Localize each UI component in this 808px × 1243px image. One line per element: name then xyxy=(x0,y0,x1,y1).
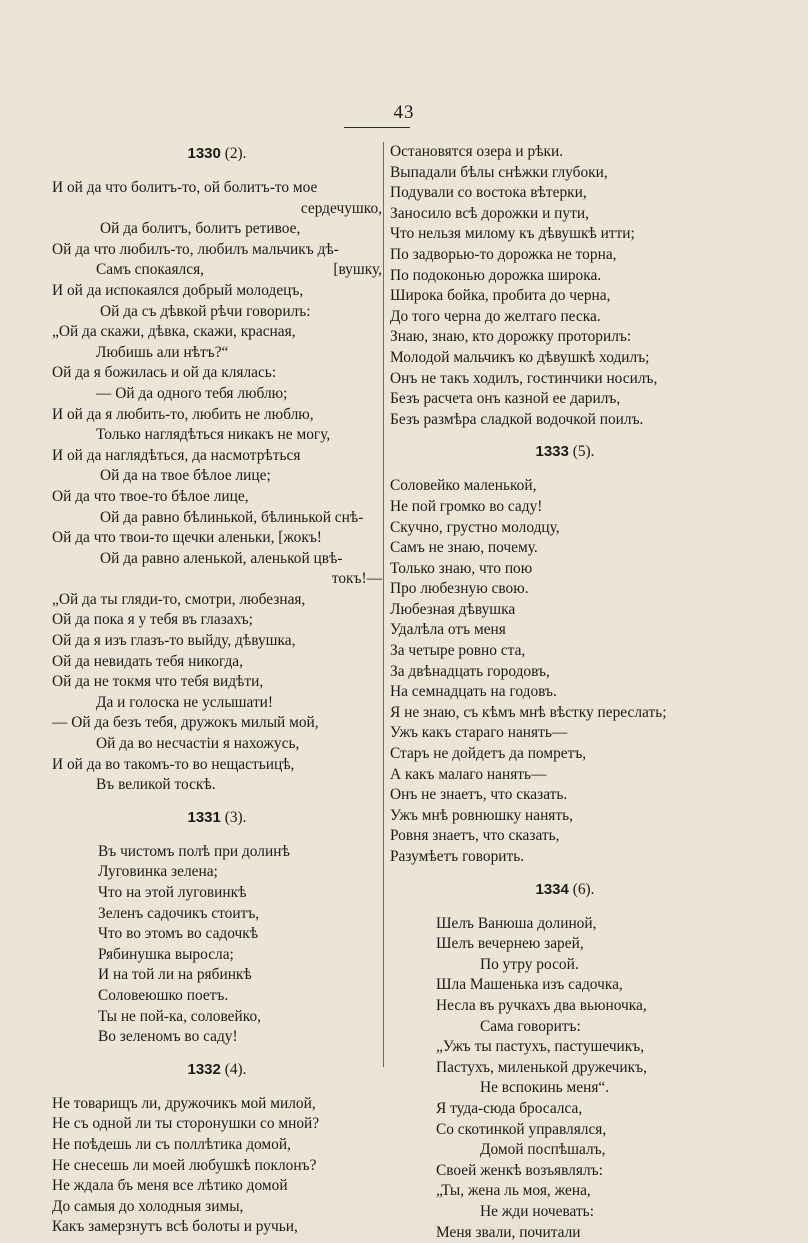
verse-line: Со скотинкой управлялся, xyxy=(436,1120,740,1141)
verse-line: Ужъ мнѣ ровнюшку нанять, xyxy=(390,806,740,827)
verse-line: Пастухъ, миленькой дружечикъ, xyxy=(436,1058,740,1079)
verse-line: На семнадцать на годовъ. xyxy=(390,682,740,703)
verse-line: Ой да невидать тебя никогда, xyxy=(52,652,382,673)
verse-line: Только наглядѣться никакъ не могу, xyxy=(52,425,382,446)
verse-line: Шелъ Ванюша долиной, xyxy=(436,914,740,935)
verse-line: Не товарищъ ли, дружочикъ мой милой, xyxy=(52,1094,382,1115)
verse-line: И ой да испокаялся добрый молодецъ, xyxy=(52,281,382,302)
verse-fragment: [вушку, xyxy=(333,260,382,281)
verse-fragment: Самъ спокаялся, xyxy=(96,260,204,281)
verse-line: До самыя до холодныя зимы, xyxy=(52,1197,382,1218)
verse-line: Не вспокинь меня“. xyxy=(436,1078,740,1099)
verse-line: Остановятся озера и рѣки. xyxy=(390,142,740,163)
verse-line: Домой поспѣшалъ, xyxy=(436,1140,740,1161)
verse-line: Ой да я изъ глазъ-то выйду, дѣвушка, xyxy=(52,631,382,652)
verse-line: Ой да что твое-то бѣлое лице, xyxy=(52,487,382,508)
verse-line: За двѣнадцать городовъ, xyxy=(390,662,740,683)
verse-line: Широка бойка, пробита до черна, xyxy=(390,286,740,307)
page-number: 43 xyxy=(0,102,808,124)
verse-line: Выпадали бѣлы снѣжки глубоки, xyxy=(390,163,740,184)
song-subnumber: (5). xyxy=(573,443,595,460)
song-number: 1333 xyxy=(535,443,568,460)
verse-line: Не снесешь ли моей любушкѣ поклонъ? xyxy=(52,1156,382,1177)
song-1333-text xyxy=(390,476,740,867)
verse-line: И ой да во такомъ-то во нещастьицѣ, xyxy=(52,755,382,776)
verse-line: Что во этомъ во садочкѣ xyxy=(98,924,382,945)
verse-line: И ой да я любить-то, любить не люблю, xyxy=(52,405,382,426)
verse-line: Шла Машенька изъ садочка, xyxy=(436,975,740,996)
song-number: 1334 xyxy=(535,881,568,898)
verse-line: До того черна до желтаго песка. xyxy=(390,307,740,328)
verse-line: Про любезную свою. xyxy=(390,579,740,600)
verse-line: По подоконью дорожка широка. xyxy=(390,266,740,287)
verse-line: Старъ не дойдетъ да помретъ, xyxy=(390,744,740,765)
verse-line: Скучно, грустно молодцу, xyxy=(390,518,740,539)
verse-line: Не поѣдешь ли съ поллѣтика домой, xyxy=(52,1135,382,1156)
verse-line: Сама говоритъ: xyxy=(436,1017,740,1038)
verse-line: Что нельзя милому къ дѣвушкѣ итти; xyxy=(390,224,740,245)
verse-line: Безъ расчета онъ казной ее дарилъ, xyxy=(390,389,740,410)
verse-line: Ой да болитъ, болитъ ретивое, xyxy=(52,219,382,240)
song-1330-text xyxy=(52,178,382,796)
verse-line: Рябинушка выросла; xyxy=(98,945,382,966)
verse-line: Ой да пока я у тебя въ глазахъ; xyxy=(52,610,382,631)
verse-line: Въ чистомъ полѣ при долинѣ xyxy=(98,842,382,863)
verse-line: И ой да наглядѣться, да насмотрѣться xyxy=(52,446,382,467)
song-heading-1333 xyxy=(390,440,740,464)
verse-line: Онъ не такъ ходилъ, гостинчики носилъ, xyxy=(390,369,740,390)
song-subnumber: (4). xyxy=(225,1061,247,1078)
verse-line: „Ужъ ты пастухъ, пастушечикъ, xyxy=(436,1037,740,1058)
verse-line: По утру росой. xyxy=(436,955,740,976)
verse-line: Ой да что любилъ-то, любилъ мальчикъ дѣ- xyxy=(52,240,382,261)
verse-line: „Ой да ты гляди-то, смотри, любезная, xyxy=(52,590,382,611)
verse-line: токъ!— xyxy=(52,569,382,590)
verse-line: Безъ размѣра сладкой водочкой поилъ. xyxy=(390,410,740,431)
verse-line: Ой да я божилась и ой да клялась: xyxy=(52,363,382,384)
verse-line: Ой да во несчастiи я нахожусь, xyxy=(52,734,382,755)
verse-line: „Ой да скажи, дѣвка, скажи, красная, xyxy=(52,322,382,343)
verse-line: сердечушко, xyxy=(52,199,382,220)
verse-line: Ты не пой-ка, соловейко, xyxy=(98,1007,382,1028)
verse-line: Ой да съ дѣвкой рѣчи говорилъ: xyxy=(52,302,382,323)
verse-line: Зеленъ садочикъ стоитъ, xyxy=(98,904,382,925)
verse-line: Не ждала бъ меня все лѣтико домой xyxy=(52,1176,382,1197)
song-1332-continuation xyxy=(390,142,740,430)
right-column xyxy=(390,142,740,1243)
verse-line: Не пой громко во саду! xyxy=(390,497,740,518)
verse-line: — Ой да безъ тебя, дружокъ милый мой, xyxy=(52,713,382,734)
verse-line: Луговинка зелена; xyxy=(98,862,382,883)
verse-line: Ой да не токмя что тебя видѣти, xyxy=(52,672,382,693)
verse-line: Ровня знаетъ, что сказать, xyxy=(390,826,740,847)
verse-line: Ой да что твои-то щечки аленьки, [жокъ! xyxy=(52,528,382,549)
song-heading-1332 xyxy=(52,1058,382,1082)
song-subnumber: (3). xyxy=(225,809,247,826)
song-number: 1332 xyxy=(187,1061,220,1078)
verse-line: Не жди ночевать: xyxy=(436,1202,740,1223)
verse-line: Я не знаю, съ кѣмъ мнѣ вѣстку переслать; xyxy=(390,703,740,724)
verse-line: Ой да на твое бѣлое лице; xyxy=(52,466,382,487)
song-heading-1334 xyxy=(390,878,740,902)
column-divider xyxy=(383,142,384,1067)
verse-line: Любезная дѣвушка xyxy=(390,600,740,621)
verse-line: Ужъ какъ стараго нанять— xyxy=(390,723,740,744)
verse-line: Меня звали, почитали xyxy=(436,1223,740,1243)
verse-line: Заносило всѣ дорожки и пути, xyxy=(390,204,740,225)
verse-line: Молодой мальчикъ ко дѣвушкѣ ходилъ; xyxy=(390,348,740,369)
verse-line: Только знаю, что пою xyxy=(390,559,740,580)
song-1331-text xyxy=(52,842,382,1048)
verse-line: И ой да что болитъ-то, ой болитъ-то мое xyxy=(52,178,382,199)
song-number: 1331 xyxy=(187,809,220,826)
verse-line: Не съ одной ли ты сторонушки со мной? xyxy=(52,1114,382,1135)
song-subnumber: (6). xyxy=(573,881,595,898)
verse-line: Я туда-сюда бросалса, xyxy=(436,1099,740,1120)
verse-line: Да и голоска не услышати! xyxy=(52,693,382,714)
verse-line: И на той ли на рябинкѣ xyxy=(98,965,382,986)
verse-line: Соловеюшко поетъ. xyxy=(98,986,382,1007)
verse-line: Удалѣла отъ меня xyxy=(390,620,740,641)
verse-line: „Ты, жена ль моя, жена, xyxy=(436,1181,740,1202)
verse-line: Самъ не знаю, почему. xyxy=(390,538,740,559)
verse-line xyxy=(52,260,382,281)
verse-line: Ой да равно аленькой, аленькой цвѣ- xyxy=(52,549,382,570)
verse-line: Своей женкѣ возъявлялъ: xyxy=(436,1161,740,1182)
left-column xyxy=(52,142,382,1238)
song-subnumber: (2). xyxy=(225,145,247,162)
verse-line: Любишь али нѣтъ?“ xyxy=(52,343,382,364)
verse-line: Во зеленомъ во саду! xyxy=(98,1027,382,1048)
verse-line: А какъ малаго нанять— xyxy=(390,765,740,786)
verse-line: По задворью-то дорожка не торна, xyxy=(390,245,740,266)
song-heading-1331 xyxy=(52,806,382,830)
verse-line: За четыре ровно ста, xyxy=(390,641,740,662)
verse-line: Въ великой тоскѣ. xyxy=(52,775,382,796)
verse-line: Онъ не знаетъ, что сказать. xyxy=(390,785,740,806)
verse-line: Шелъ вечернею зарей, xyxy=(436,934,740,955)
verse-line: Какъ замерзнутъ всѣ болоты и ручьи, xyxy=(52,1217,382,1238)
verse-line: Подували со востока вѣтерки, xyxy=(390,183,740,204)
song-number: 1330 xyxy=(187,145,220,162)
verse-line: Разумѣетъ говорить. xyxy=(390,847,740,868)
song-1332-text xyxy=(52,1094,382,1238)
verse-line: Что на этой луговинкѣ xyxy=(98,883,382,904)
verse-line: Соловейко маленькой, xyxy=(390,476,740,497)
page-number-rule xyxy=(344,127,410,128)
verse-line: Знаю, знаю, кто дорожку проторилъ: xyxy=(390,327,740,348)
verse-line: — Ой да одного тебя люблю; xyxy=(52,384,382,405)
verse-line: Несла въ ручкахъ два вьюночка, xyxy=(436,996,740,1017)
song-heading-1330 xyxy=(52,142,382,166)
verse-line: Ой да равно бѣлинькой, бѣлинькой снѣ- xyxy=(52,508,382,529)
song-1334-text xyxy=(390,914,740,1243)
